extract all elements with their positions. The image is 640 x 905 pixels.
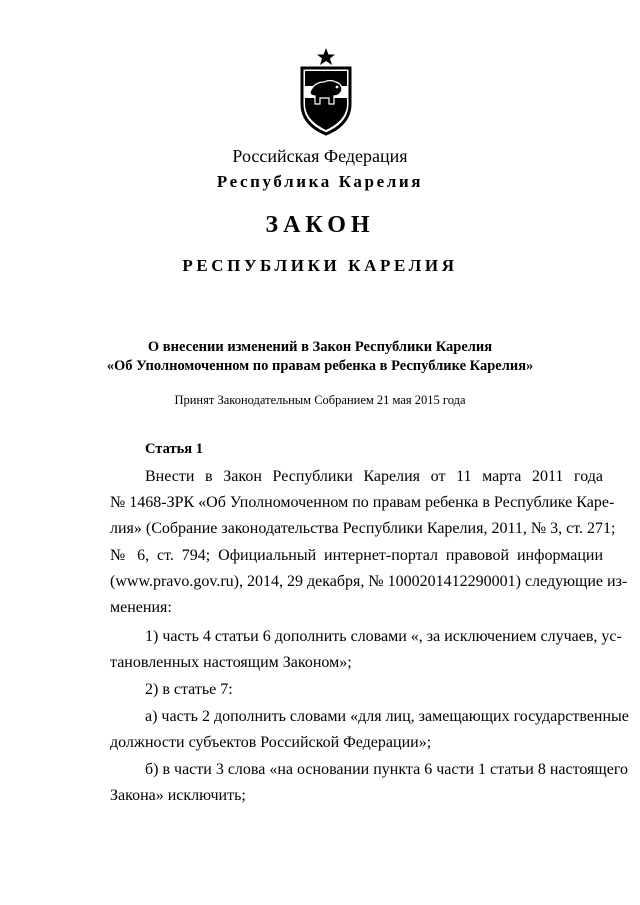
article-text-line: менения: (110, 599, 172, 616)
article-text-line: а) часть 2 дополнить словами «для лиц, замещающих государственные (145, 708, 629, 725)
article-text-line: лия» (Собрание законодательства Республики Карелия, 2011, № 3, ст. 271; (110, 520, 616, 537)
article-text-line: 2) в статье 7: (145, 681, 233, 698)
document-type-subtitle: РЕСПУБЛИКИ КАРЕЛИЯ (182, 256, 458, 275)
republic-name: Республика Карелия (216, 172, 424, 191)
document-title-line: О внесении изменений в Закон Республики Карелия (147, 339, 493, 355)
article-text-line: должности субъектов Российской Федерации»; (110, 734, 432, 751)
article-text-line: № 1468-ЗРК «Об Уполномоченном по правам ребенка в Республике Каре- (110, 494, 615, 511)
article-text-line: (www.pravo.gov.ru), 2014, 29 декабря, № 1000201412290001) следующие из- (110, 573, 628, 590)
country-name: Российская Федерация (232, 146, 408, 166)
article-text-line: Внести в Закон Республики Карелия от 11 марта 2011 года (145, 468, 603, 485)
document-type: ЗАКОН (265, 212, 375, 238)
article-text-line: № 6, ст. 794; Официальный интернет-портал правовой информации (110, 547, 603, 564)
adoption-note: Принят Законодательным Собранием 21 мая 2015 года (174, 393, 466, 407)
article-text-line: Закона» исключить; (110, 787, 246, 804)
document-title-line: «Об Уполномоченном по правам ребенка в Республике Карелия» (106, 358, 534, 374)
article-text-line: б) в части 3 слова «на основании пункта 6 части 1 статьи 8 настоящего (145, 761, 629, 778)
karelia-coat-of-arms-icon (296, 46, 356, 136)
document-title (0, 338, 640, 376)
article-text-line: тановленных настоящим Законом»; (110, 654, 352, 671)
article-heading: Статья 1 (145, 441, 203, 457)
article-text-line: 1) часть 4 статьи 6 дополнить словами «, за исключением случаев, ус- (145, 628, 622, 645)
